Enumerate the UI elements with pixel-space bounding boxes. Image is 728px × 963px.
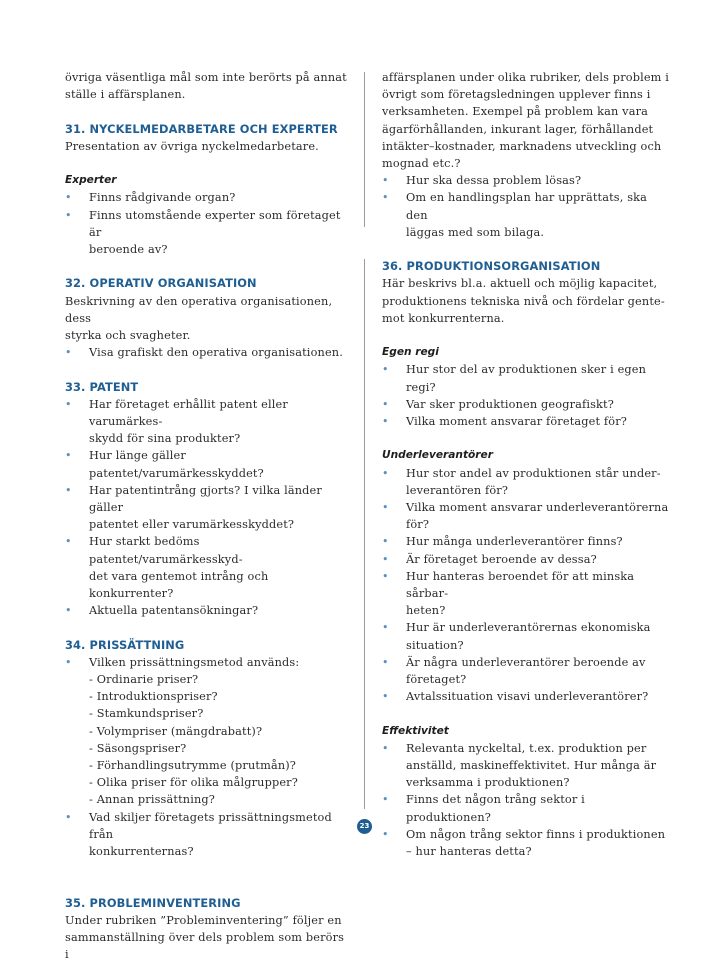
- right-intro-line: intäkter–kostnader, marknadens utveckling och: [382, 139, 662, 153]
- bullet-icon: •: [382, 741, 389, 755]
- bullet-icon: •: [65, 191, 72, 205]
- effektivitet-list: [382, 740, 672, 860]
- list-item: • Finns det någon trång sektor i produktionen?: [382, 793, 585, 824]
- dash-item: - Säsongspriser?: [89, 741, 187, 755]
- list-item: • Hur är underleverantörernas ekonomiska situation?: [382, 621, 651, 652]
- section-34-heading: 34. PRISSÄTTNING: [65, 637, 185, 652]
- bullet-icon: •: [382, 191, 389, 205]
- section-33-heading: 33. PATENT: [65, 379, 139, 394]
- list-item: • Om en handlingsplan har upprättats, ska den läggas med som bilaga.: [382, 191, 648, 239]
- bullet-icon: •: [382, 655, 389, 669]
- dash-item: - Annan prissättning?: [89, 793, 215, 807]
- bullet-icon: •: [65, 604, 72, 618]
- list-item: • Visa grafiskt den operativa organisationen.: [65, 344, 347, 361]
- egen-regi-subheading: Egen regi: [382, 346, 439, 359]
- dash-item: - Volympriser (mängdrabatt)?: [89, 724, 263, 738]
- list-item: • Finns rådgivande organ?: [65, 189, 347, 206]
- bullet-icon: •: [65, 208, 72, 222]
- right-intro-line: affärsplanen under olika rubriker, dels problem i: [382, 71, 670, 84]
- list-item: • Har patentintrång gjorts? I vilka länder gäller patentet eller varumärkesskyddet?: [65, 483, 322, 532]
- list-item: • Hur stor del av produktionen sker i egen regi?: [382, 363, 647, 394]
- list-item: • Relevanta nyckeltal, t.ex. produktion per anställd, maskineffektivitet. Hur många är verksamma i produktionen?: [382, 741, 657, 790]
- list-item: • Är några underleverantörer beroende av företaget?: [382, 655, 646, 687]
- bullet-icon: •: [382, 552, 389, 566]
- bullet-icon: •: [65, 449, 72, 463]
- bullet-icon: •: [382, 363, 389, 377]
- bullet-icon: •: [65, 397, 72, 411]
- section-36-text: mot konkurrenterna.: [382, 311, 505, 325]
- right-intro-line: verksamheten. Exempel på problem kan vara: [382, 105, 649, 119]
- list-item: • Har företaget erhållit patent eller varumärkes- skydd för sina produkter?: [65, 397, 288, 446]
- list-item: • Vilka moment ansvarar underleverantörerna för?: [382, 501, 669, 532]
- bullet-icon: •: [382, 793, 389, 807]
- right-intro-list: [382, 172, 672, 241]
- list-item: • Hur ska dessa problem lösas?: [382, 172, 672, 189]
- right-intro-line: övrigt som företagsledningen upplever finns i: [382, 88, 651, 102]
- section-35-text: sammanställning över dels problem som berörs i: [65, 931, 345, 962]
- experter-subheading: Experter: [65, 174, 117, 187]
- section-33-list: [65, 396, 347, 620]
- bullet-icon: •: [382, 569, 389, 583]
- bullet-icon: •: [382, 466, 389, 480]
- list-item: • Vilken prissättningsmetod används:: [65, 654, 347, 671]
- egen-regi-list: [382, 361, 672, 430]
- bullet-icon: •: [65, 346, 72, 360]
- dash-item: - Olika priser för olika målgrupper?: [89, 776, 298, 790]
- list-item: • Vad skiljer företagets prissättningsmetod från konkurrenternas?: [65, 810, 332, 859]
- dash-item: - Introduktionspriser?: [89, 690, 218, 704]
- section-32-list: [65, 344, 347, 361]
- section-35-heading: 35. PROBLEMINVENTERING: [65, 895, 241, 910]
- right-column: [382, 69, 672, 860]
- bullet-icon: •: [65, 810, 72, 824]
- bullet-icon: •: [382, 415, 389, 429]
- left-intro-line: ställe i affärsplanen.: [65, 88, 186, 102]
- section-35-text: Under rubriken ”Probleminventering” följer en: [65, 913, 342, 927]
- underleverantorer-subheading: Underleverantörer: [382, 449, 493, 462]
- dash-item: - Stamkundspriser?: [89, 707, 204, 721]
- list-item: • Var sker produktionen geografiskt?: [382, 396, 672, 413]
- section-31-heading: 31. NYCKELMEDARBETARE OCH EXPERTER: [65, 121, 338, 136]
- dash-item: - Ordinarie priser?: [89, 673, 199, 687]
- bullet-icon: •: [382, 621, 389, 635]
- section-32-text: styrka och svagheter.: [65, 329, 191, 342]
- list-item: • Hur länge gäller patentet/varumärkesskyddet?: [65, 449, 264, 480]
- list-item: • Vilka moment ansvarar företaget för?: [382, 413, 672, 430]
- list-item: • Hur många underleverantörer finns?: [382, 533, 672, 550]
- column-divider: [364, 259, 365, 809]
- section-34-list-2: [65, 809, 347, 861]
- effektivitet-subheading: Effektivitet: [382, 724, 449, 737]
- bullet-icon: •: [382, 501, 389, 515]
- bullet-icon: •: [65, 535, 72, 549]
- section-31-text: Presentation av övriga nyckelmedarbetare.: [65, 139, 319, 153]
- right-intro-line: ägarförhållanden, inkurant lager, förhållandet: [382, 122, 654, 136]
- section-36-heading: 36. PRODUKTIONSORGANISATION: [382, 259, 601, 274]
- bullet-icon: •: [382, 535, 389, 549]
- list-item: • Är företaget beroende av dessa?: [382, 551, 672, 568]
- list-item: • Om någon trång sektor finns i produktionen – hur hanteras detta?: [382, 827, 666, 859]
- page-number: 23: [357, 819, 372, 834]
- bullet-icon: •: [65, 655, 72, 669]
- section-36-text: produktionens tekniska nivå och fördelar gente-: [382, 294, 665, 308]
- bullet-icon: •: [382, 827, 389, 841]
- bullet-icon: •: [382, 690, 389, 704]
- bullet-icon: •: [382, 397, 389, 411]
- bullet-icon: •: [65, 483, 72, 497]
- list-item: • Avtalssituation visavi underleverantörer?: [382, 688, 672, 705]
- section-32-heading: 32. OPERATIV ORGANISATION: [65, 276, 257, 291]
- section-32-text: Beskrivning av den operativa organisationen, dess: [65, 294, 333, 325]
- list-item: • Finns utomstående experter som företaget är beroende av?: [65, 208, 341, 256]
- section-36-text: Här beskrivs bl.a. aktuell och möjlig kapacitet,: [382, 277, 658, 291]
- left-column: [65, 69, 347, 963]
- bullet-icon: •: [382, 174, 389, 188]
- experter-list: [65, 189, 347, 258]
- underleverantorer-list: [382, 465, 672, 706]
- dash-item: - Förhandlingsutrymme (prutmån)?: [89, 759, 297, 773]
- list-item: • Hur hanteras beroendet för att minska sårbar- heten?: [382, 569, 635, 618]
- list-item: • Hur stor andel av produktionen står under- leverantören för?: [382, 466, 661, 497]
- column-divider: [364, 72, 365, 227]
- list-item: • Aktuella patentansökningar?: [65, 602, 347, 619]
- left-intro-line: övriga väsentliga mål som inte berörts på annat: [65, 71, 347, 84]
- section-34-list: [65, 654, 347, 671]
- list-item: • Hur starkt bedöms patentet/varumärkesskyd- det vara gentemot intrång och konkurrenter?: [65, 535, 269, 601]
- right-intro-line: mognad etc.?: [382, 157, 461, 171]
